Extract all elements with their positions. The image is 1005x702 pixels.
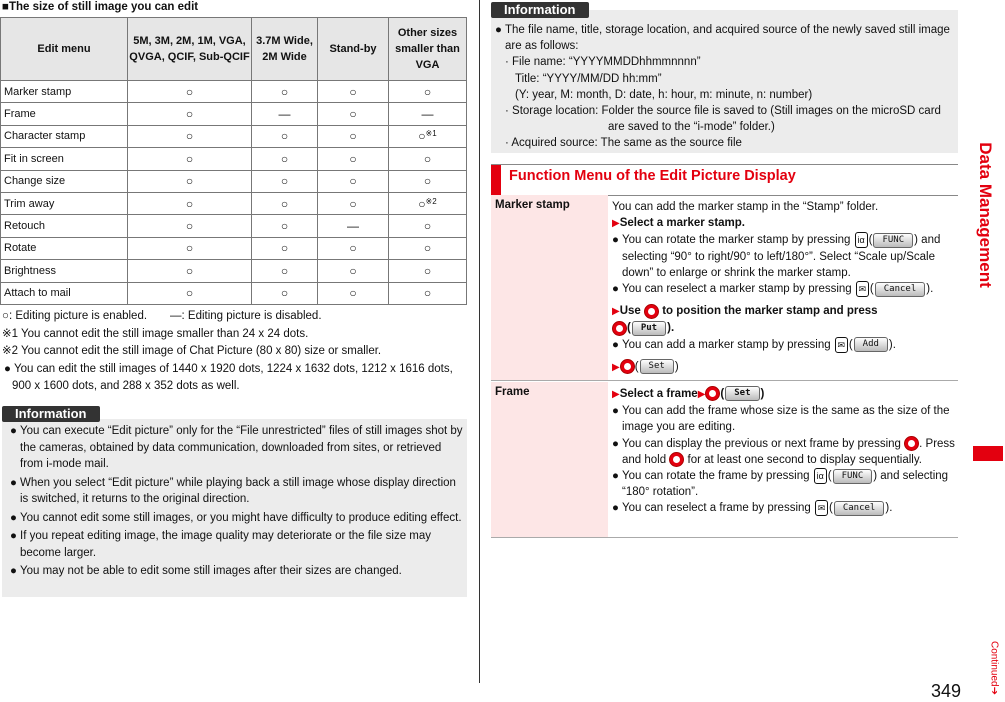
table-notes (2, 308, 467, 396)
list-item: ● If you repeat editing image, the image quality may deteriorate or the file size may become larger. (10, 530, 432, 559)
table-row (1, 148, 467, 170)
table-cell: ○ (128, 103, 252, 125)
table-cell: ○ (389, 237, 467, 259)
bullet-icon: ● (495, 24, 502, 36)
list-item: ● You may not be able to edit some still images after their sizes are changed. (10, 563, 463, 580)
table-cell: — (318, 215, 389, 237)
table-cell: ○ (128, 125, 252, 147)
table-cell: ○ (389, 170, 467, 192)
table-cell: ○ (128, 215, 252, 237)
table-cell: ○$^{※1}$ (389, 125, 467, 147)
row-label: Trim away (1, 192, 128, 214)
col-standard-sizes: 5M, 3M, 2M, 1M, VGA, QVGA, QCIF, Sub-QCIF (128, 18, 252, 81)
mail-key-icon: ✉ (815, 500, 828, 516)
left-right-key-icon (669, 452, 684, 467)
table-cell: ○ (318, 282, 389, 304)
table-cell: ○ (318, 260, 389, 282)
bullet-icon: ● (612, 470, 619, 483)
table-cell: ○ (252, 260, 318, 282)
center-key-icon (705, 386, 720, 401)
function-menu-heading (491, 164, 958, 196)
table-cell: ○ (252, 282, 318, 304)
table-cell: ○ (389, 215, 467, 237)
list-item: ● You can execute “Edit picture” only for the “File unrestricted” files of still images shot by the cameras, obtained by data communication, downloaded from sites, or retrieved from i-mode mail. (10, 425, 463, 470)
mail-key-icon: ✉ (835, 337, 848, 353)
table-cell: ○ (318, 81, 389, 103)
bullet-icon: ● (10, 476, 17, 489)
step-arrow-icon: ▶ (612, 361, 620, 373)
note-2: ※2 You cannot edit the still image of Chat Picture (80 x 80) size or smaller. (2, 345, 382, 357)
multi-direction-key-icon (644, 304, 659, 319)
table-cell: ○ (128, 192, 252, 214)
cancel-softkey: Cancel (834, 501, 885, 516)
bullet-icon: ● (4, 362, 11, 375)
info-filename: · File name: “YYYYMMDDhhmmnnnn” (505, 56, 701, 69)
table-cell: ○ (252, 148, 318, 170)
chapter-side-tab (965, 0, 1005, 460)
list-item: ● When you select “Edit picture” while playing back a still image whose display direction is switched, it returns to the original direction. (10, 476, 456, 505)
function-menu-title: Function Menu of the Edit Picture Display (509, 168, 796, 184)
table-cell: ○ (252, 81, 318, 103)
col-edit-menu: Edit menu (1, 18, 128, 81)
bullet-icon: ● (612, 437, 619, 450)
function-row-marker-stamp (491, 195, 958, 381)
table-cell: ○ (128, 148, 252, 170)
step-arrow-icon: ▶ (612, 306, 620, 318)
table-cell: ○ (318, 170, 389, 192)
continued-label: Continued➔ (988, 641, 1000, 695)
table-cell: — (389, 103, 467, 125)
set-softkey: Set (640, 359, 674, 374)
table-cell: ○ (252, 125, 318, 147)
table-row (1, 192, 467, 214)
table-cell: ○ (318, 148, 389, 170)
table-cell: ○ (389, 81, 467, 103)
section-title: ■The size of still image you can edit (2, 1, 199, 13)
bullet-icon: ● (612, 338, 619, 351)
table-cell: ○ (252, 215, 318, 237)
edit-size-table (0, 17, 467, 305)
table-cell: ○ (252, 170, 318, 192)
row-label: Marker stamp (491, 195, 608, 380)
list-item: ● The file name, title, storage location, and acquired source of the newly saved still image are as follows: (495, 24, 950, 53)
heading-accent-bar (491, 165, 501, 195)
func-softkey: FUNC (873, 233, 913, 248)
bullet-icon: ● (612, 405, 619, 418)
row-body: ▶Select a frame▶ ( Set ) ● You can add the frame whose size is the same as the size of the image you are editing. ● You can display the previous or next frame by pressing . Press and hold for at least one second to display sequentially. ● You can rotate the frame by pressing iα ( FUNC ) and selecting “180° rotation”. ● You can reselect a frame by pressing ✉ ( Cancel ). (612, 386, 956, 517)
bullet-icon: ● (10, 511, 17, 524)
row-label: Change size (1, 170, 128, 192)
table-cell: ○ (318, 192, 389, 214)
row-body: You can add the marker stamp in the “Stamp” folder. ▶Select a marker stamp. ● You can rotate the marker stamp by pressing iα ( FUNC ) and selecting “90° to right/90° to left/180°”. Select “Scale up/Scale down” to enlarge or shrink the marker stamp. ● You can reselect a marker stamp by pressing ✉ ( Cancel ). ▶Use to position the marker stamp and press ( Put ). ● You can add a marker stamp by pressing ✉ ( Add ). ▶ ( Set ) (612, 201, 941, 373)
row-label: Fit in screen (1, 148, 128, 170)
col-wide-sizes: 3.7M Wide, 2M Wide (252, 18, 318, 81)
table-row (1, 260, 467, 282)
table-row (1, 237, 467, 259)
col-stand-by: Stand-by (318, 18, 389, 81)
left-right-key-icon (904, 436, 919, 451)
table-cell: ○ (389, 148, 467, 170)
step-arrow-icon: ▶ (612, 389, 620, 400)
i-alpha-key-icon: iα (814, 468, 827, 484)
info-storage: · Storage location: Folder the source file is saved to (Still images on the microSD card (505, 105, 941, 118)
row-label: Attach to mail (1, 282, 128, 304)
table-cell: ○ (318, 103, 389, 125)
info-storage-cont: are saved to the “i-mode” folder.) (608, 121, 775, 134)
information-heading: Information (491, 2, 589, 18)
center-key-icon (612, 321, 627, 336)
legend-text: ○: Editing picture is enabled. —: Editing picture is disabled. (2, 310, 322, 322)
row-label: Brightness (1, 260, 128, 282)
column-divider (479, 0, 480, 683)
info-source: · Acquired source: The same as the source file (505, 137, 742, 150)
bullet-icon: ● (612, 234, 619, 247)
i-alpha-key-icon: iα (855, 232, 868, 248)
bullet-icon: ● (10, 565, 17, 577)
table-cell: ○ (389, 282, 467, 304)
chapter-title: Data Management (976, 142, 995, 288)
col-other-sizes: Other sizes smaller than VGA (389, 18, 467, 81)
table-cell: ○ (318, 125, 389, 147)
table-cell: ○ (128, 237, 252, 259)
set-softkey: Set (725, 386, 759, 401)
row-label: Character stamp (1, 125, 128, 147)
info-legend: (Y: year, M: month, D: date, h: hour, m: minute, n: number) (515, 88, 813, 101)
note-3: ● You can edit the still images of 1440 x 1920 dots, 1224 x 1632 dots, 1212 x 1616 dots, 900 x 1600 dots, and 288 x 352 dots as well. (4, 362, 453, 392)
table-cell: ○ (128, 170, 252, 192)
table-row (1, 282, 467, 304)
chapter-tab-marker (973, 446, 1003, 461)
bullet-icon: ● (612, 283, 619, 296)
mail-key-icon: ✉ (856, 281, 869, 297)
continued-arrow-icon: ➔ (988, 686, 1000, 695)
table-cell: ○ (252, 237, 318, 259)
bullet-icon: ● (10, 530, 17, 542)
table-row (1, 81, 467, 103)
list-item: ● You cannot edit some still images, or you might have difficulty to produce editing effect. (10, 510, 463, 527)
bullet-icon: ● (612, 502, 619, 515)
info-background (2, 419, 467, 597)
add-softkey: Add (854, 337, 888, 352)
row-label: Retouch (1, 215, 128, 237)
row-label: Marker stamp (1, 81, 128, 103)
footnote-mark: ※1 (425, 129, 437, 139)
table-row (1, 125, 467, 147)
bullet-icon: ● (10, 425, 17, 437)
cancel-softkey: Cancel (875, 282, 926, 297)
table-cell: ○ (128, 282, 252, 304)
func-softkey: FUNC (833, 469, 873, 484)
info-title: Title: “YYYY/MM/DD hh:mm” (515, 72, 662, 85)
table-cell: ○ (389, 260, 467, 282)
center-key-icon (620, 359, 635, 374)
row-label: Frame (1, 103, 128, 125)
table-cell: ○ (318, 237, 389, 259)
info-background (491, 10, 958, 153)
table-row (1, 103, 467, 125)
table-row (1, 170, 467, 192)
put-softkey: Put (632, 321, 666, 336)
table-row (1, 215, 467, 237)
footnote-mark: ※2 (425, 196, 437, 206)
note-1: ※1 You cannot edit the still image smaller than 24 x 24 dots. (2, 327, 309, 340)
row-label: Frame (491, 382, 608, 537)
table-cell: — (252, 103, 318, 125)
information-heading: Information (2, 406, 100, 422)
table-cell: ○ (128, 81, 252, 103)
table-cell: ○ (252, 192, 318, 214)
table-cell: ○ (128, 260, 252, 282)
function-row-frame (491, 382, 958, 538)
table-cell: ○$^{※2}$ (389, 192, 467, 214)
row-label: Rotate (1, 237, 128, 259)
page-number: 349 (931, 681, 962, 701)
step-arrow-icon: ▶ (697, 389, 706, 400)
step-arrow-icon: ▶ (612, 218, 620, 230)
table-header-row (1, 18, 467, 81)
